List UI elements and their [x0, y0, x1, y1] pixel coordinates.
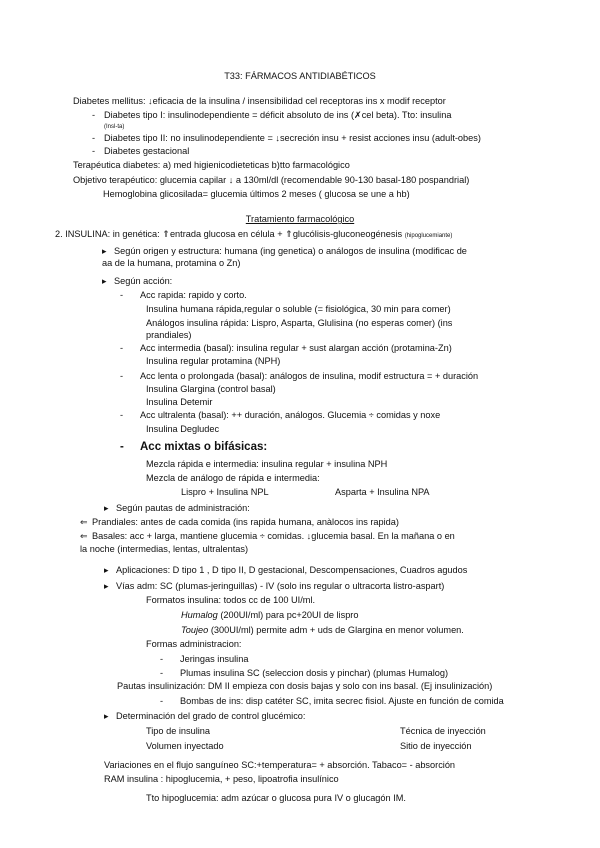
formas-jeringas: - Jeringas insulina [160, 654, 249, 664]
section-title: Tratamiento farmacológico [245, 214, 355, 224]
formato-humalog: Humalog (200UI/ml) para pc+20UI de lispro [181, 610, 359, 620]
pautas-basales-1: ⇐ Basales: acc + larga, mantiene glucemia ÷ comidas. ↓glucemia basal. En la mañana o en [80, 531, 455, 541]
pautas-heading: ▸ Según pautas de administración: [104, 503, 250, 513]
pautas-prandiales: ⇐ Prandiales: antes de cada comida (ins rapida humana, anàlocos ins rapida) [80, 517, 399, 527]
text-hemoglobina: Hemoglobina glicosilada= glucemia últimos 2 meses ( glucosa se une a hb) [103, 189, 410, 199]
t1-note: (Insl-ta) [104, 124, 125, 130]
factor-volumen: Volumen inyectado [146, 741, 224, 751]
mixtas-a: Mezcla rápida e intermedia: insulina regular + insulina NPH [146, 459, 388, 469]
factor-tecnica: Técnica de inyección [400, 726, 486, 736]
formatos: Formatos insulina: todos cc de 100 UI/ml. [146, 595, 316, 605]
acc-lenta: - Acc lenta o prolongada (basal): análogos de insulina, modif estructura = + duración [120, 371, 479, 381]
triangle-bullet-icon: ▸ [102, 276, 107, 286]
variaciones: Variaciones en el flujo sanguíneo SC:+temperatura= + absorción. Tabaco= - absorción [104, 760, 456, 770]
aplicaciones: ▸ Aplicaciones: D tipo 1 , D tipo II, D gestacional, Descompensaciones, Cuadros agudos [104, 565, 468, 575]
arrow-bullet-icon: ⇐ [80, 517, 88, 527]
text-dm: Diabetes mellitus: ↓eficacia de la insulina / insensibilidad cel receptoras ins x modif receptor [73, 96, 446, 106]
origen-line1: ▸ Según origen y estructura: humana (ing genetica) o análogos de insulina (modificac de [102, 246, 467, 256]
mixtas-asparta: Asparta + Insulina NPA [335, 487, 430, 497]
bombas: - Bombas de ins: disp catéter SC, imita secrec fisiol. Ajuste en función de comida [160, 696, 504, 706]
triangle-bullet-icon: ▸ [104, 565, 109, 575]
text-terapeutica: Terapéutica diabetes: a) med higienicodieteticas b)tto farmacológico [73, 160, 350, 170]
factor-sitio: Sitio de inyección [400, 741, 472, 751]
text-objetivo: Objetivo terapéutico: glucemia capilar ↓ a 130ml/dl (recomendable 90-130 basal-180 pospandrial) [73, 175, 470, 185]
dash-icon: - [160, 654, 164, 664]
triangle-bullet-icon: ▸ [104, 581, 109, 591]
mixtas-lispro: Lispro + Insulina NPL [181, 487, 269, 497]
acc-intermedia: - Acc intermedia (basal): insulina regular + sust alargan acción (protamina-Zn) [120, 343, 452, 353]
dash-icon: - [120, 343, 124, 353]
acc-ultralenta: - Acc ultralenta (basal): ++ duración, análogos. Glucemia ÷ comidas y noxe [120, 410, 441, 420]
ultralenta-degludec: Insulina Degludec [146, 424, 220, 434]
dash-icon: - [120, 410, 124, 420]
ram-insulina: RAM insulina : hipoglucemia, + peso, lipoatrofia insulínico [104, 774, 339, 784]
pautas-insulinizacion: Pautas insulinización: DM II empieza con dosis bajas y solo con ins basal. (Ej insulinización) [117, 681, 493, 691]
arrow-bullet-icon: ⇐ [80, 531, 88, 541]
intermedia-nph: Insulina regular protamina (NPH) [146, 356, 281, 366]
lenta-detemir: Insulina Detemir [146, 397, 213, 407]
formas-plumas: - Plumas insulina SC (seleccion dosis y pinchar) (plumas Humalog) [160, 668, 449, 678]
triangle-bullet-icon: ▸ [104, 711, 109, 721]
dash-icon: - [92, 110, 96, 120]
rapida-analogos-2: prandiales) [146, 330, 192, 340]
dash-icon: - [160, 668, 164, 678]
acc-rapida: - Acc rapida: rapido y corto. [120, 290, 247, 300]
dash-icon: - [92, 133, 96, 143]
vias-adm: ▸ Vías adm: SC (plumas-jeringuillas) - IV (solo ins regular o ultracorta listro-aspart) [104, 581, 445, 591]
lenta-glargina: Insulina Glargina (control basal) [146, 384, 276, 394]
formato-toujeo: Toujeo (300UI/ml) permite adm + uds de Glargina en menor volumen. [181, 625, 464, 635]
formas-admin: Formas administracion: [146, 639, 242, 649]
pautas-basales-2: la noche (intermedias, lentas, ultralentas) [80, 544, 249, 554]
accion-heading: ▸ Según acción: [102, 276, 173, 286]
bullet-t2: - Diabetes tipo II: no insulinodependiente = ↓secreción insu + resist acciones insu (adult-obes) [92, 133, 481, 143]
dash-icon: - [120, 290, 124, 300]
dash-icon: - [160, 696, 164, 706]
dash-icon: - [120, 371, 124, 381]
tto-hipoglucemia: Tto hipoglucemia: adm azúcar o glucosa pura IV o glucagón IM. [146, 793, 406, 803]
rapida-analogos-1: Análogos insulina rápida: Lispro, Asparta, Glulisina (no esperas comer) (ins [146, 318, 453, 328]
bullet-gest: - Diabetes gestacional [92, 146, 190, 156]
bullet-t1: - Diabetes tipo I: insulinodependiente = déficit absoluto de ins (✗cel beta). Tto: insulina [92, 110, 452, 120]
rapida-humana: Insulina humana rápida,regular o soluble (= fisiológica, 30 min para comer) [146, 304, 451, 314]
origen-line2: aa de la humana, protamina o Zn) [102, 258, 241, 268]
triangle-bullet-icon: ▸ [104, 503, 109, 513]
page-title: T33: FÁRMACOS ANTIDIABÉTICOS [224, 71, 376, 81]
acc-mixtas: - Acc mixtas o bifásicas: [120, 441, 268, 453]
triangle-bullet-icon: ▸ [102, 246, 107, 256]
dash-icon: - [120, 441, 124, 453]
mixtas-b: Mezcla de análogo de rápida e intermedia: [146, 473, 320, 483]
insulina-heading: 2. INSULINA: in genética: ⇑entrada glucosa en célula + ⇑glucólisis-gluconeogénesis (hipoglucemiante) [55, 229, 453, 239]
dash-icon: - [92, 146, 96, 156]
determinacion: ▸ Determinación del grado de control glucémico: [104, 711, 306, 721]
factor-tipo: Tipo de insulina [146, 726, 211, 736]
